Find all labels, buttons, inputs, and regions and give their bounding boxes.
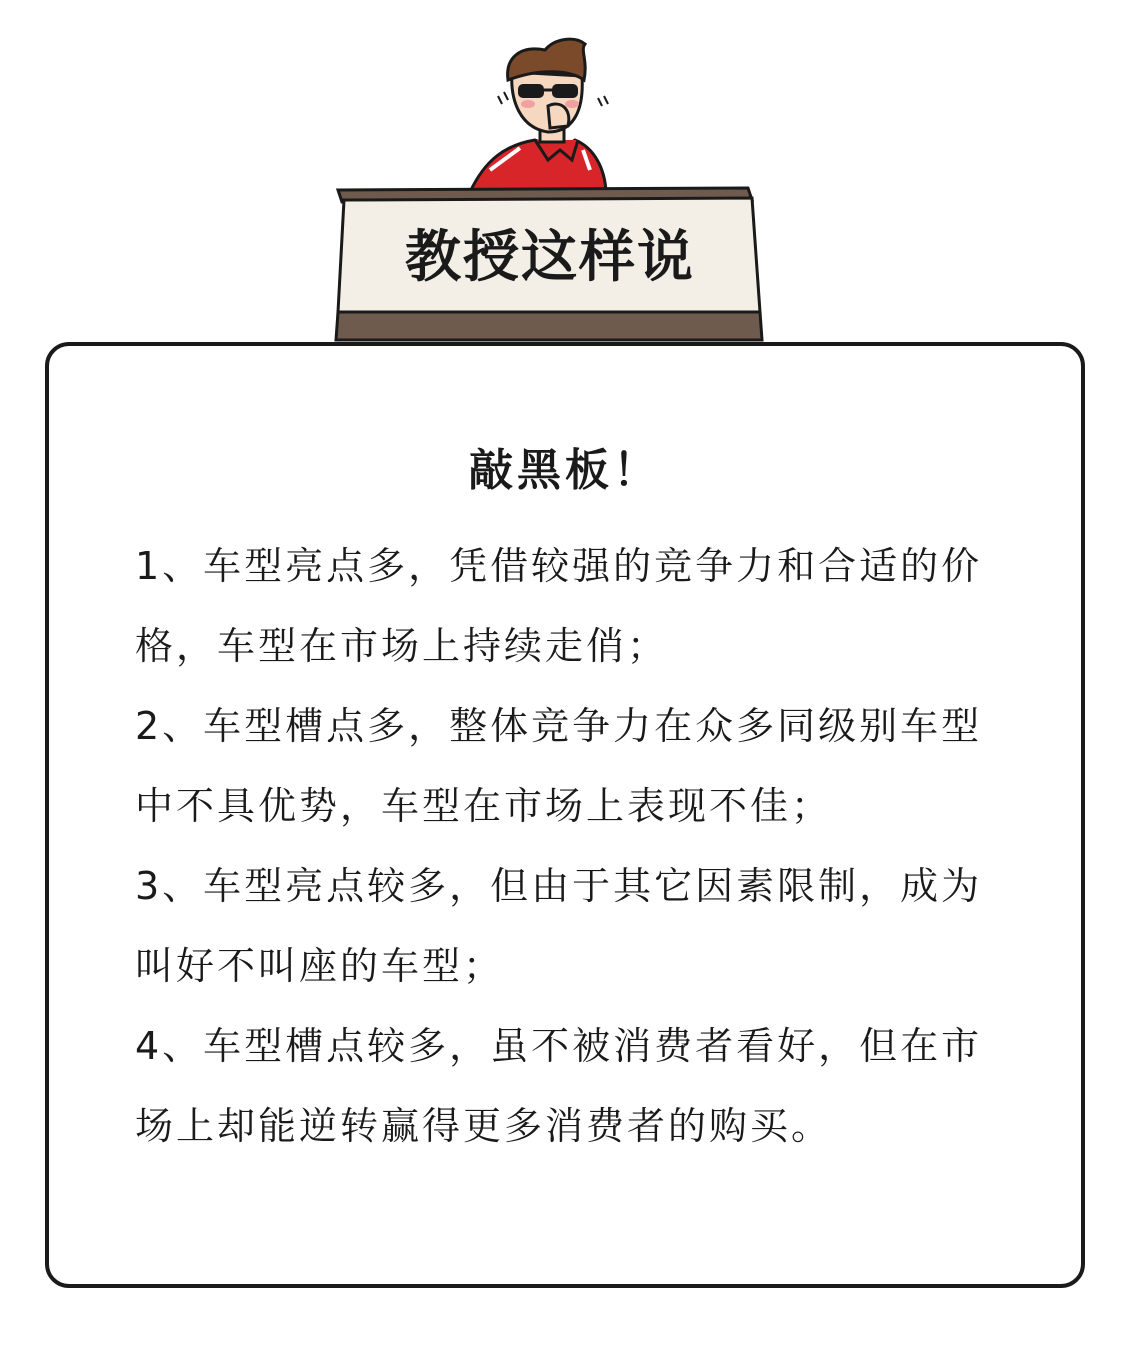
podium-base bbox=[336, 312, 762, 340]
key-point-3: 3、车型亮点较多，但由于其它因素限制，成为叫好不叫座的车型； bbox=[135, 864, 983, 988]
header-title: 教授这样说 bbox=[405, 225, 695, 290]
sunglasses-right bbox=[552, 84, 578, 98]
red-jacket bbox=[470, 140, 606, 192]
key-points-list bbox=[135, 526, 1015, 1166]
board-title: 敲黑板！ bbox=[469, 445, 661, 496]
key-point-4: 4、车型槽点较多，虽不被消费者看好，但在市场上却能逆转赢得更多消费者的购买。 bbox=[135, 1024, 983, 1148]
key-point-1: 1、车型亮点多，凭借较强的竞争力和合适的价格，车型在市场上持续走俏； bbox=[135, 544, 983, 668]
key-point-2: 2、车型槽点多，整体竞争力在众多同级别车型中不具优势，车型在市场上表现不佳； bbox=[135, 704, 983, 828]
blackboard-card bbox=[45, 342, 1085, 1288]
sunglasses-left bbox=[518, 84, 544, 98]
